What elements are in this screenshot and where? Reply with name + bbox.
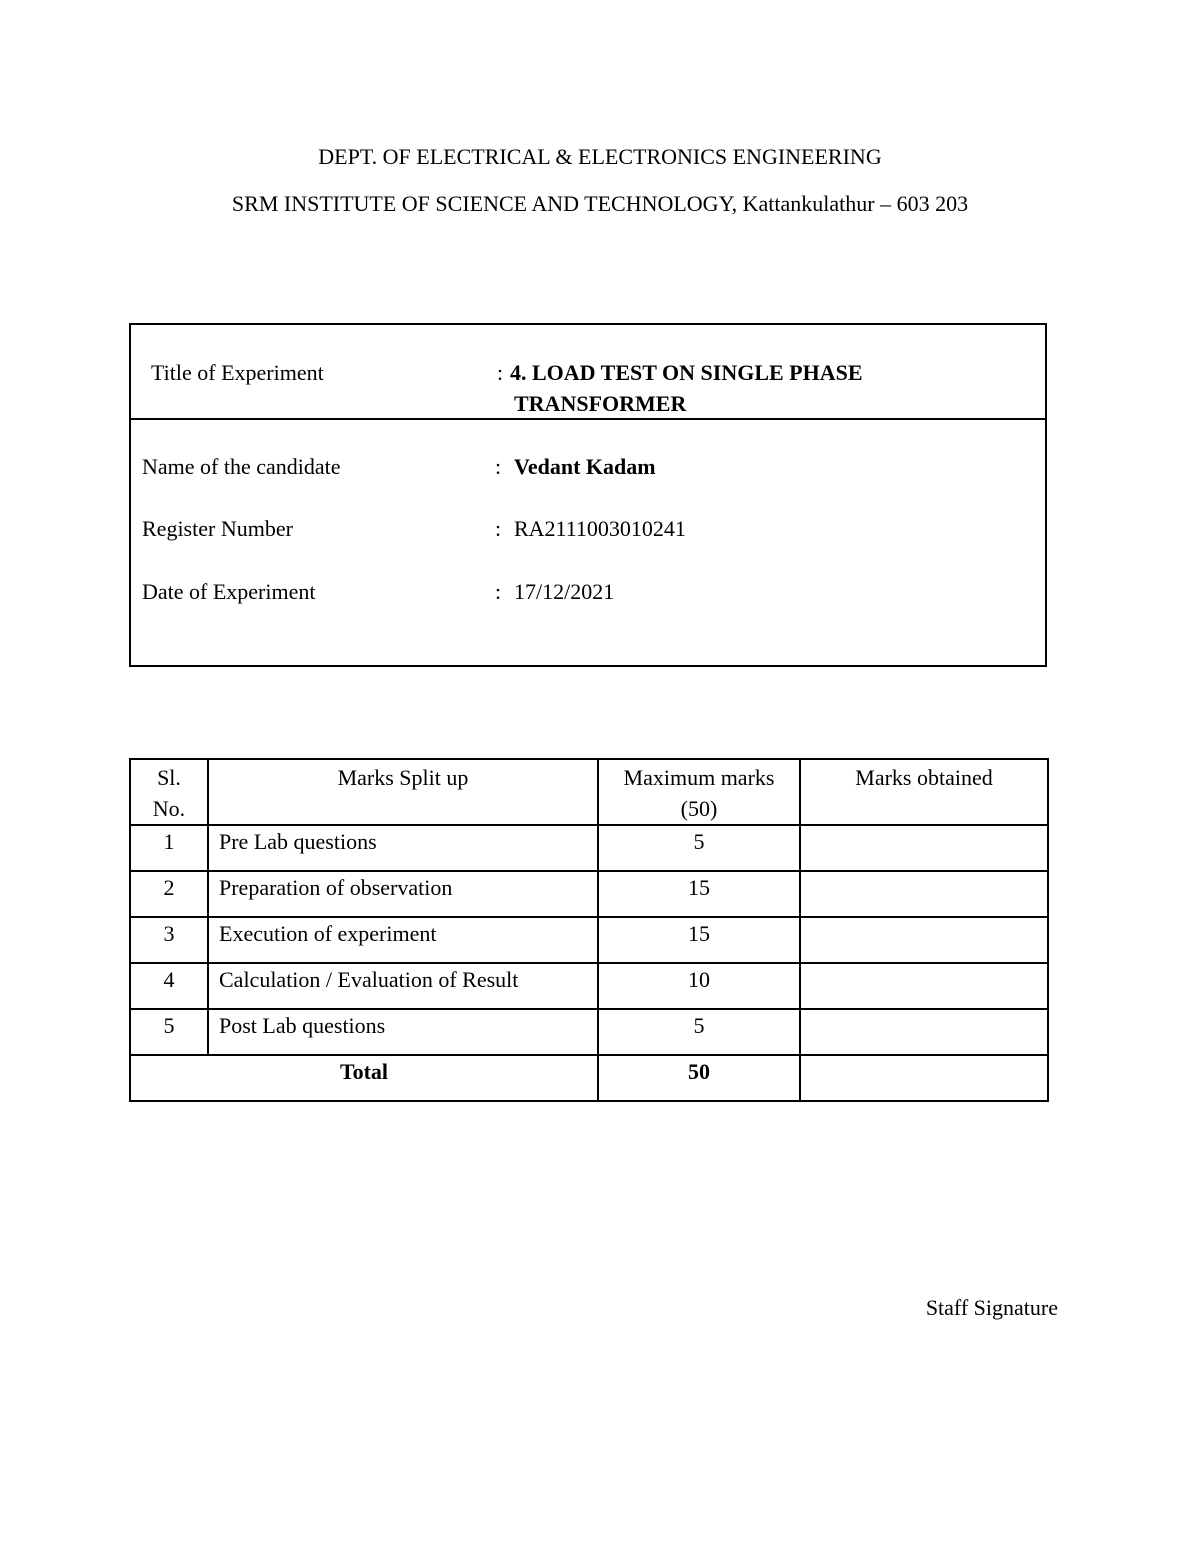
table-row	[130, 917, 1048, 963]
sl-header-line1: Sl.	[157, 765, 181, 790]
marks-table	[129, 758, 1049, 1102]
row-item: Pre Lab questions	[208, 825, 598, 871]
register-label: Register Number	[142, 516, 293, 541]
name-label: Name of the candidate	[142, 454, 341, 479]
sl-header-line2: No.	[152, 796, 186, 821]
row-max: 15	[598, 917, 800, 963]
row-obtained	[800, 917, 1048, 963]
table-row	[130, 963, 1048, 1009]
row-max: 5	[598, 1009, 800, 1055]
total-max: 50	[598, 1055, 800, 1101]
info-divider	[131, 418, 1045, 420]
table-row	[130, 1009, 1048, 1055]
register-value: RA2111003010241	[514, 516, 686, 541]
name-colon: :	[495, 454, 502, 479]
experiment-info-box	[129, 323, 1047, 667]
total-label: Total	[130, 1055, 598, 1101]
date-value: 17/12/2021	[514, 579, 615, 604]
institute-heading: SRM INSTITUTE OF SCIENCE AND TECHNOLOGY, Kattankulathur – 603 203	[231, 191, 969, 216]
max-header-line2: (50)	[680, 796, 718, 821]
row-max: 5	[598, 825, 800, 871]
row-max: 10	[598, 963, 800, 1009]
table-row	[130, 871, 1048, 917]
row-obtained	[800, 871, 1048, 917]
row-item: Preparation of observation	[208, 871, 598, 917]
date-label: Date of Experiment	[142, 579, 316, 604]
row-sl: 2	[130, 871, 208, 917]
row-sl: 4	[130, 963, 208, 1009]
row-item: Execution of experiment	[208, 917, 598, 963]
row-item: Post Lab questions	[208, 1009, 598, 1055]
register-colon: :	[495, 516, 502, 541]
staff-signature-label: Staff Signature	[925, 1295, 1058, 1320]
department-heading: DEPT. OF ELECTRICAL & ELECTRONICS ENGINEERING	[318, 144, 882, 169]
row-sl: 5	[130, 1009, 208, 1055]
sl-no-header	[130, 759, 208, 825]
row-item: Calculation / Evaluation of Result	[208, 963, 598, 1009]
row-sl: 3	[130, 917, 208, 963]
name-value: Vedant Kadam	[514, 454, 656, 479]
split-header: Marks Split up	[208, 759, 598, 825]
total-obtained	[800, 1055, 1048, 1101]
row-obtained	[800, 825, 1048, 871]
title-value-line2: TRANSFORMER	[514, 391, 687, 416]
row-max: 15	[598, 871, 800, 917]
table-row	[130, 825, 1048, 871]
date-colon: :	[495, 579, 502, 604]
title-value-line1: 4. LOAD TEST ON SINGLE PHASE	[510, 360, 863, 385]
obtained-header: Marks obtained	[800, 759, 1048, 825]
row-obtained	[800, 963, 1048, 1009]
marks-header-row	[130, 759, 1048, 825]
row-obtained	[800, 1009, 1048, 1055]
title-label: Title of Experiment	[151, 360, 324, 385]
row-sl: 1	[130, 825, 208, 871]
total-row	[130, 1055, 1048, 1101]
max-marks-header	[598, 759, 800, 825]
title-colon: :	[497, 360, 504, 385]
max-header-line1: Maximum marks	[623, 765, 775, 790]
